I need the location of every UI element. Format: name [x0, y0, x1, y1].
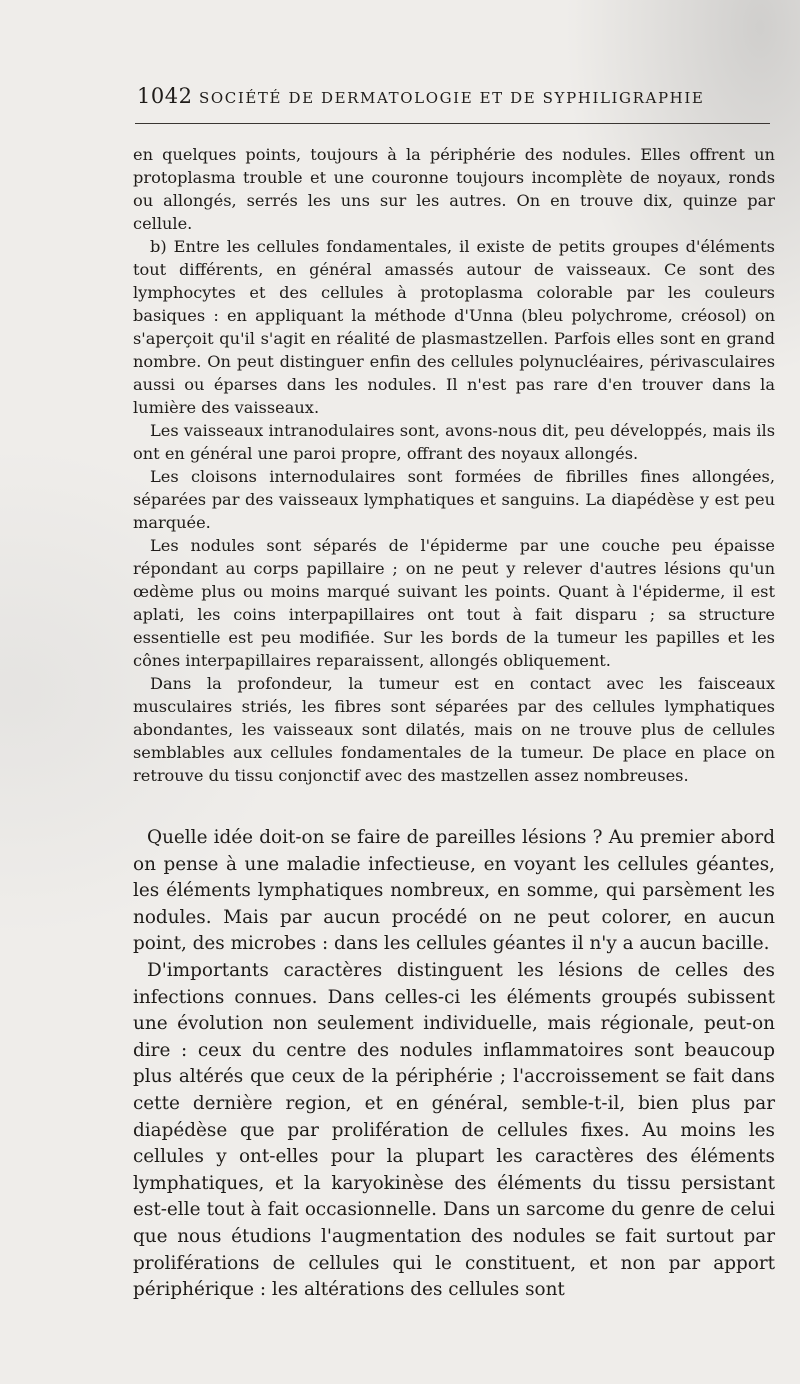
discussion-section	[133, 825, 775, 1304]
paragraph-interpretation: Quelle idée doit-on se faire de pareilles lésions ? Au premier abord on pense à une maladie infectieuse, en voyant les cellules géantes, les éléments lymphatiques nombreux, en somme, qui parsèment les nodules. Mais par aucun procédé on ne peut colorer, en aucun point, des microbes : dans les cellules géantes il n'y a aucun bacille.	[133, 827, 775, 955]
paragraph-vessels: Les vaisseaux intranodulaires sont, avons-nous dit, peu développés, mais ils ont en général une paroi propre, offrant des noyaux allongés.	[133, 421, 775, 463]
paragraph-lymphocytes: b) Entre les cellules fondamentales, il existe de petits groupes d'éléments tout différents, en général amassés autour de vaisseaux. Ce sont des lymphocytes et des cellules à protoplasma colorable par les couleurs basiques : en appliquant la méthode d'Unna (bleu polychrome, créosol) on s'aperçoit qu'il s'agit en réalité de plasmastzellen. Parfois elles sont en grand nombre. On peut distinguer enfin des cellules polynucléaires, périvasculaires aussi ou éparses dans les nodules. Il n'est pas rare d'en trouver dans la lumière des vaisseaux.	[133, 237, 775, 417]
paragraph-distinguishing-features: D'importants caractères distinguent les lésions de celles des infections connues. Dans celles-ci les éléments groupés subissent une évolution non seulement individuelle, mais régionale, peut-on dire : ceux du centre des nodules inflammatoires sont beaucoup plus altérés que ceux de la périphérie ; l'accroissement se fait dans cette dernière region, et en général, semble-t-il, bien plus par diapédèse que par prolifération de cellules fixes. Au moins les cellules y ont-elles pour la plupart les caractères des éléments lymphatiques, et la karyokinèse des éléments du tissu persistant est-elle tout à fait occasionnelle. Dans un sarcome du genre de celui que nous étudions l'augmentation des nodules se fait surtout par proliférations de cellules qui le constituent, et non par apport périphérique : les altérations des cellules sont	[133, 959, 775, 1301]
running-title: SOCIÉTÉ DE DERMATOLOGIE ET DE SYPHILIGRAPHIE	[199, 89, 705, 107]
paragraph-depth: Dans la profondeur, la tumeur est en contact avec les faisceaux musculaires striés, les fibres sont séparées par des cellules lymphatiques abondantes, les vaisseaux sont dilatés, mais on ne trouve plus de cellules semblables aux cellules fondamentales de la tumeur. De place en place on retrouve du tissu conjonctif avec des mastzellen assez nombreuses.	[133, 674, 775, 785]
paragraph-giant-cells-continued: en quelques points, toujours à la périphérie des nodules. Elles offrent un protoplasma trouble et une couronne toujours incomplète de noyaux, ronds ou allongés, serrés les uns sur les autres. On en trouve dix, quinze par cellule.	[133, 145, 775, 233]
running-header	[137, 84, 770, 118]
paragraph-epidermis: Les nodules sont séparés de l'épiderme par une couche peu épaisse répondant au corps papillaire ; on ne peut y relever d'autres lésions qu'un œdème plus ou moins marqué suivant les points. Quant à l'épiderme, il est aplati, les coins interpapillaires ont tout à fait disparu ; sa structure essentielle est peu modifiée. Sur les bords de la tumeur les papilles et les cônes interpapillaires reparaissent, allongés obliquement.	[133, 536, 775, 670]
histology-section	[133, 143, 775, 787]
paragraph-septa: Les cloisons internodulaires sont formées de fibrilles fines allongées, séparées par des vaisseaux lymphatiques et sanguins. La diapédèse y est peu marquée.	[133, 467, 775, 532]
header-rule	[135, 123, 770, 124]
page-number: 1042	[137, 84, 193, 108]
